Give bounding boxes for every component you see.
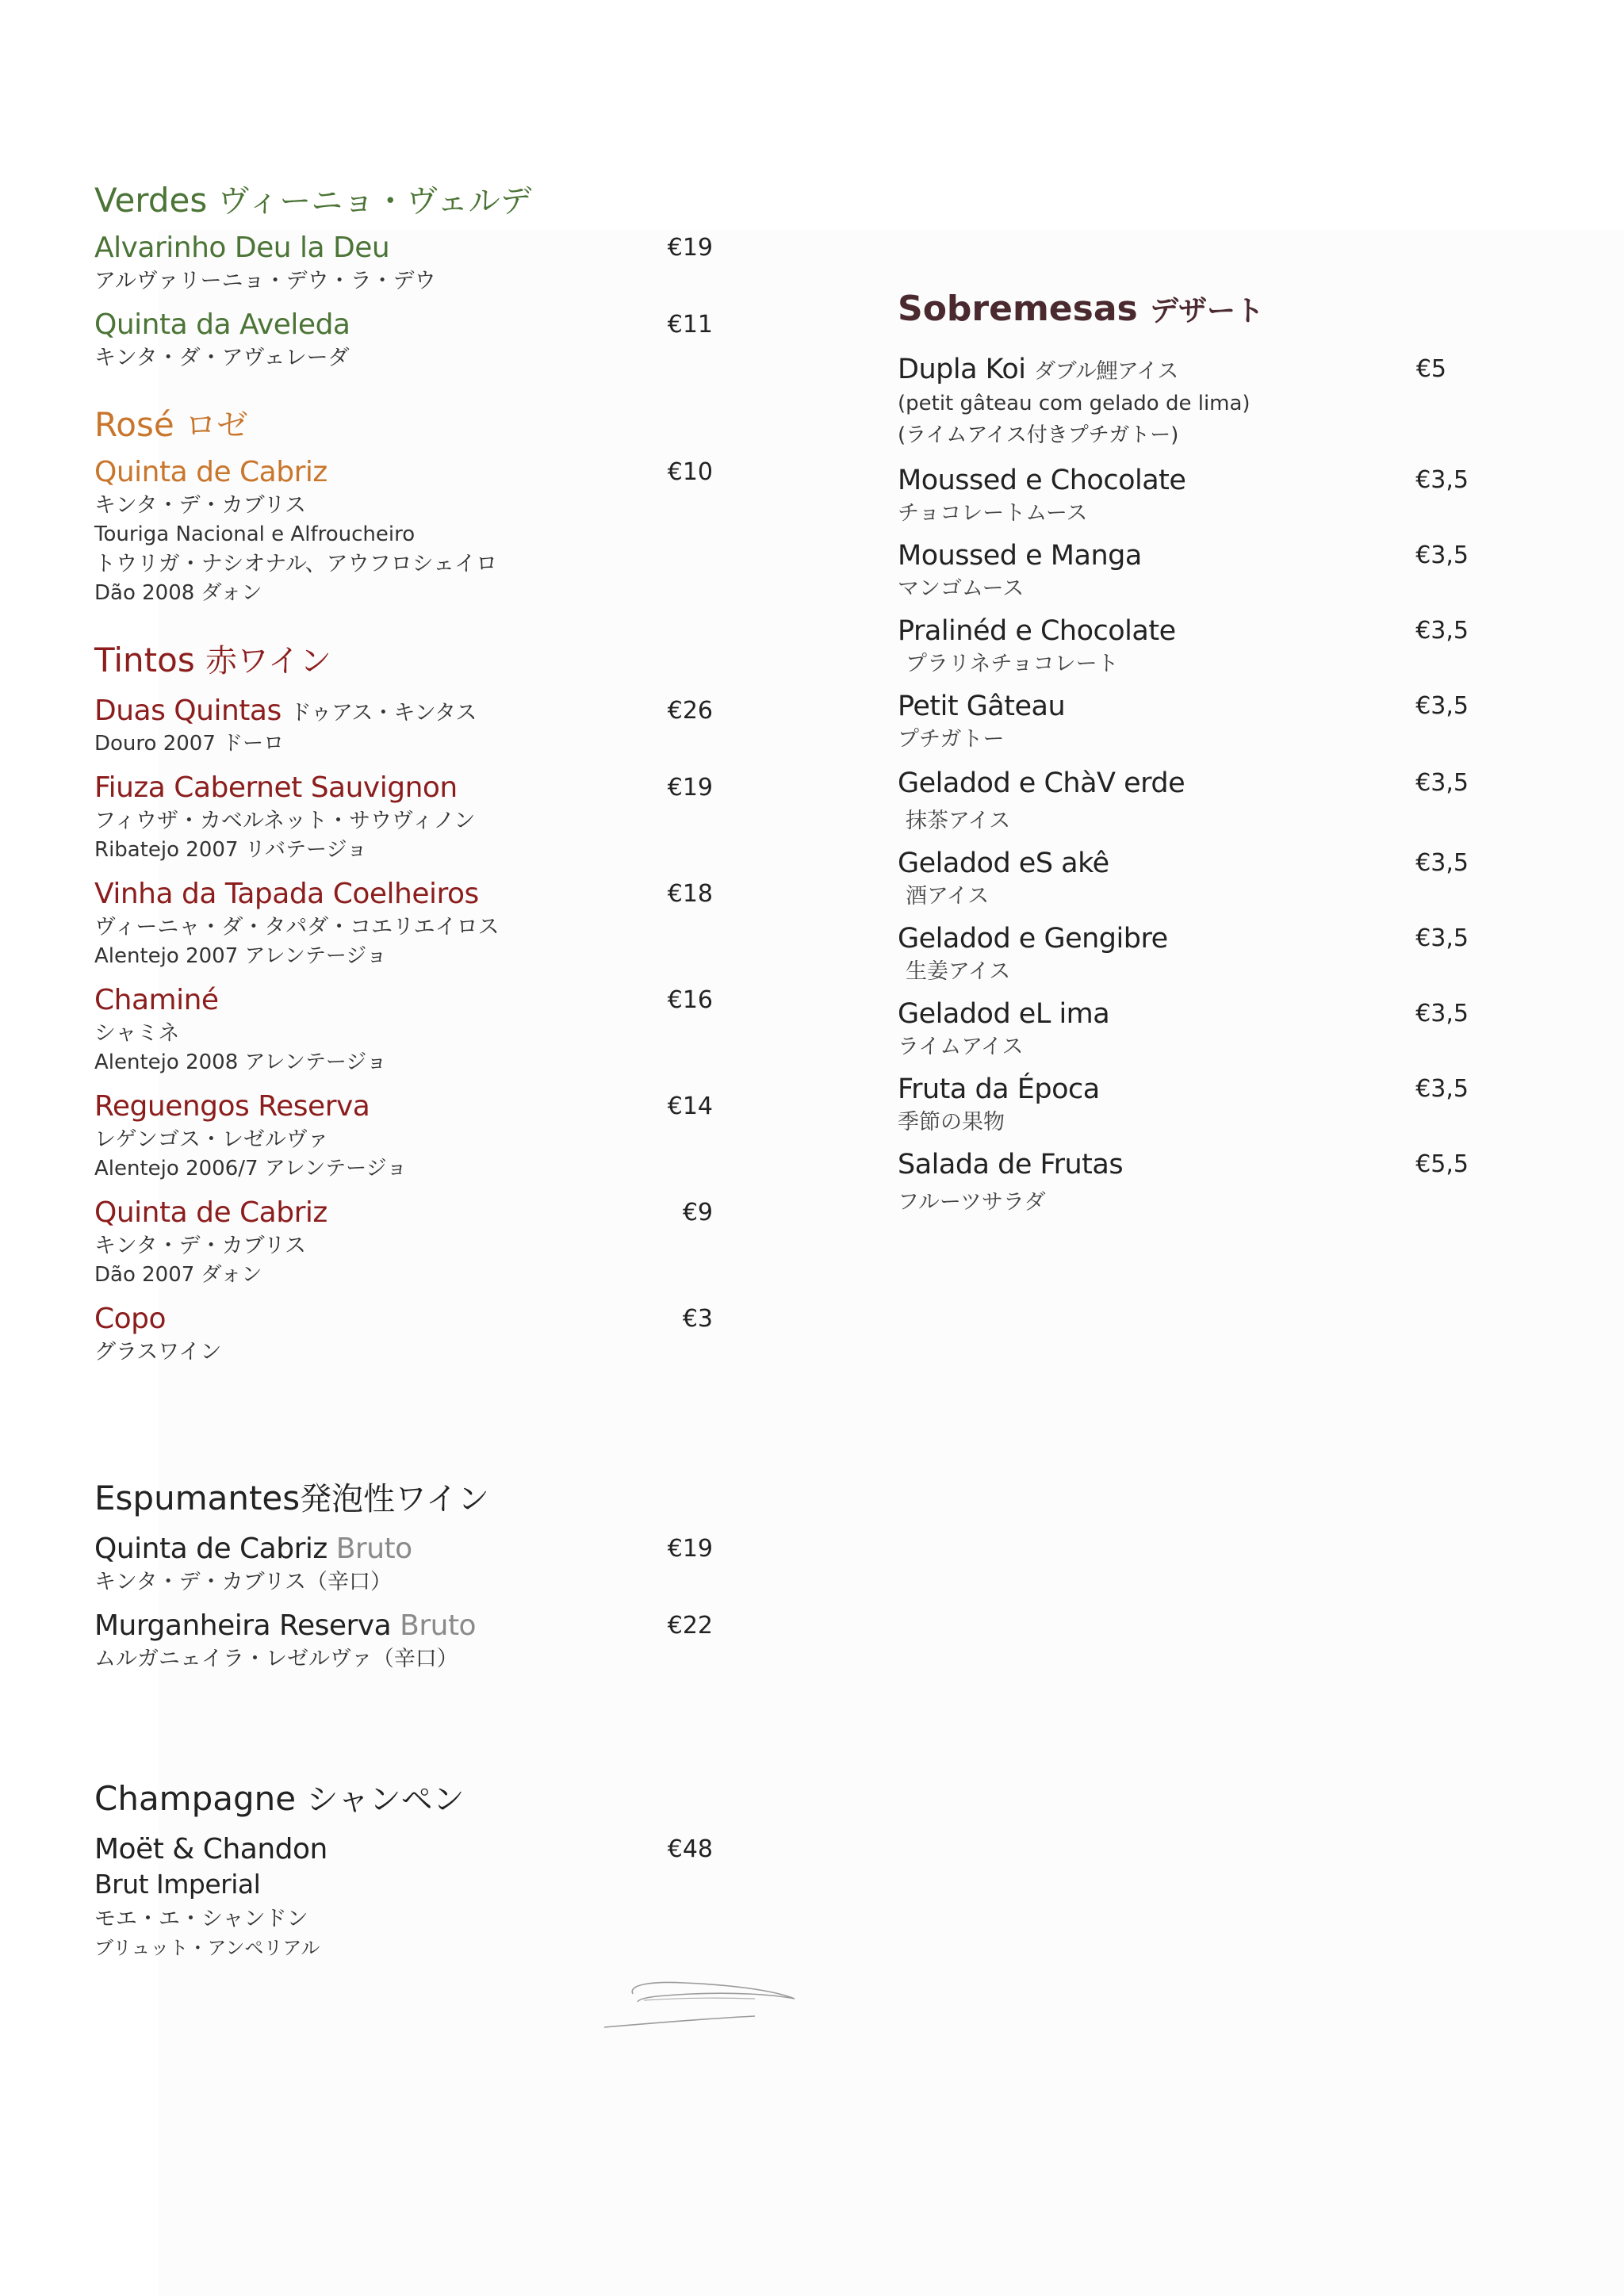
item-grapes: Touriga Nacional e Alfroucheiro: [94, 522, 416, 546]
section-title-text: Verdes: [94, 181, 208, 220]
item-price: €19: [667, 234, 713, 262]
item-name: Copo: [94, 1303, 167, 1335]
section-title-text: Espumantes: [94, 1479, 301, 1517]
item-name-jp: ダブル鯉アイス: [1034, 359, 1178, 384]
item-name: Geladod e Gengibre: [898, 923, 1168, 955]
item-name-jp: ライムアイス: [898, 1035, 1024, 1059]
item-name-jp: キンタ・デ・カブリス（辛口）: [94, 1570, 393, 1594]
menu-item: [898, 765, 1469, 836]
menu-item: [898, 920, 1469, 986]
item-name: Moët & Chandon: [94, 1833, 327, 1866]
menu-item: [898, 1146, 1469, 1217]
item-name: Geladod e ChàV erde: [898, 767, 1185, 799]
item-price: €26: [667, 697, 713, 725]
dessert-column: [898, 285, 1469, 1217]
item-price: €3,5: [1415, 692, 1469, 720]
item-name: Pralinéd e Chocolate: [898, 615, 1176, 647]
menu-item: [94, 1301, 713, 1367]
item-name: Fruta da Época: [898, 1073, 1100, 1105]
item-price: €19: [667, 774, 713, 802]
menu-item: [898, 996, 1469, 1062]
section-title-text: Tintos: [94, 641, 195, 679]
item-name: Chaminé: [94, 984, 219, 1016]
section-espumantes: [94, 1476, 713, 1674]
item-price: €11: [667, 311, 713, 339]
item-name: Moussed e Manga: [898, 540, 1142, 572]
item-name-jp: 生姜アイス: [906, 959, 1011, 984]
item-region: Alentejo 2008 アレンテージョ: [94, 1050, 387, 1074]
item-name: Quinta da Aveleda: [94, 308, 350, 341]
item-name-jp: シャミネ: [94, 1021, 180, 1046]
item-note: (petit gâteau com gelado de lima): [898, 392, 1251, 415]
item-name: Fiuza Cabernet Sauvignon: [94, 771, 458, 804]
item-price: €22: [667, 1612, 713, 1640]
section-title-sobremesas: [898, 285, 1469, 335]
section-title-champagne: [94, 1777, 713, 1822]
item-name-jp: 酒アイス: [906, 884, 990, 909]
item-region: Alentejo 2006/7 アレンテージョ: [94, 1157, 408, 1181]
section-title-tintos: [94, 638, 713, 683]
menu-item: [94, 1089, 713, 1184]
menu-item: [94, 1195, 713, 1290]
item-name: Quinta de Cabriz: [94, 456, 327, 488]
section-rose: [94, 403, 713, 608]
menu-item: [898, 462, 1469, 528]
section-title-jp: ロゼ: [185, 408, 249, 444]
item-price: €3,5: [1415, 466, 1469, 494]
item-name-jp: マンゴムース: [898, 576, 1025, 601]
item-price: €3,5: [1415, 1075, 1469, 1103]
item-name: Geladod eL ima: [898, 998, 1110, 1030]
wine-list-column: [94, 178, 713, 1963]
menu-item: [94, 1831, 713, 1963]
item-price: €10: [667, 458, 713, 486]
menu-item: [94, 693, 713, 759]
section-title-rose: [94, 403, 713, 448]
section-champagne: [94, 1777, 713, 1963]
item-price: €16: [667, 986, 713, 1014]
item-price: €3,5: [1415, 1000, 1469, 1027]
item-name: Salada de Frutas: [898, 1149, 1124, 1181]
menu-item: [94, 307, 713, 373]
item-region: Dão 2007 ダォン: [94, 1263, 262, 1287]
item-name: Vinha da Tapada Coelheiros: [94, 878, 479, 910]
item-name-jp: アルヴァリーニョ・デウ・ラ・デウ: [94, 269, 436, 293]
section-title-verdes: [94, 178, 713, 224]
item-name-jp: プラリネチョコレート: [906, 652, 1119, 676]
item-name-jp: キンタ・デ・カブリス: [94, 1234, 307, 1258]
section-title-jp: ヴィーニョ・ヴェルデ: [217, 183, 532, 220]
item-name-jp: 季節の果物: [898, 1110, 1005, 1135]
item-name: Dupla Koi: [898, 354, 1026, 385]
item-name: Geladod eS akê: [898, 848, 1109, 879]
item-note-jp: (ライムアイス付きプチガトー): [898, 423, 1179, 447]
item-price: €3,5: [1415, 769, 1469, 797]
item-name-jp: ムルガニェイラ・レゼルヴァ（辛口）: [94, 1647, 458, 1671]
menu-item: [94, 876, 713, 971]
item-name-jp-line2: ブリュット・アンペリアル: [94, 1937, 320, 1959]
menu-item: [898, 688, 1469, 754]
item-name-jp: 抹茶アイス: [906, 809, 1011, 833]
section-title-espumantes: [94, 1476, 713, 1521]
section-title-text: Rosé: [94, 405, 174, 444]
menu-item: [898, 1071, 1469, 1137]
item-price: €3,5: [1415, 924, 1469, 952]
menu-item: [94, 982, 713, 1077]
menu-item: [898, 613, 1469, 679]
item-price: €9: [682, 1199, 713, 1226]
item-region: Ribatejo 2007 リバテージョ: [94, 838, 367, 862]
menu-item: [94, 454, 713, 608]
item-price: €5,5: [1415, 1150, 1469, 1178]
item-price: €5: [1415, 355, 1446, 383]
item-name-jp: チョコレートムース: [898, 501, 1088, 526]
item-name: Moussed e Chocolate: [898, 465, 1186, 496]
section-title-jp: 赤ワイン: [205, 643, 331, 679]
item-name-jp: レゲンゴス・レゼルヴァ: [94, 1127, 329, 1152]
section-tintos: [94, 638, 713, 1367]
item-name: Reguengos Reserva: [94, 1090, 370, 1123]
menu-item: [94, 1608, 713, 1674]
section-title-text: Champagne: [94, 1779, 297, 1818]
item-name-jp: キンタ・ダ・アヴェレーダ: [94, 346, 350, 370]
menu-item: [94, 1531, 713, 1597]
item-style: Bruto: [335, 1533, 412, 1565]
item-price: €3: [682, 1305, 713, 1333]
section-title-jp: シャンペン: [306, 1781, 465, 1818]
item-region: Alentejo 2007 アレンテージョ: [94, 944, 387, 968]
item-name: Quinta de Cabriz: [94, 1196, 327, 1229]
item-name: Quinta de Cabriz: [94, 1533, 327, 1565]
menu-item: [94, 230, 713, 296]
section-verdes: [94, 178, 713, 373]
item-name-jp: フィウザ・カベルネット・サウヴィノン: [94, 809, 476, 833]
item-name-jp: キンタ・デ・カブリス: [94, 493, 307, 518]
item-price: €18: [667, 880, 713, 908]
item-region: Douro 2007 ドーロ: [94, 732, 285, 756]
item-style: Bruto: [400, 1609, 477, 1642]
item-name-jp: プチガトー: [898, 727, 1005, 752]
item-name-jp: モエ・エ・シャンドン: [94, 1907, 308, 1931]
item-grapes-jp: トウリガ・ナシオナル、アウフロシェイロ: [94, 552, 498, 576]
item-name-line2: Brut Imperial: [94, 1869, 261, 1900]
item-name: Murganheira Reserva: [94, 1609, 392, 1642]
section-title-text: Sobremesas: [898, 289, 1138, 329]
menu-item: [898, 538, 1469, 603]
item-price: €48: [667, 1835, 713, 1863]
section-title-jp: 発泡性ワイン: [300, 1481, 489, 1517]
item-price: €3,5: [1415, 541, 1469, 569]
item-region: Dão 2008 ダォン: [94, 581, 262, 605]
item-price: €14: [667, 1093, 713, 1120]
menu-item: [898, 845, 1469, 911]
item-name: Alvarinho Deu la Deu: [94, 232, 390, 264]
item-name: Duas Quintas: [94, 695, 282, 727]
item-name-jp: ヴィーニャ・ダ・タパダ・コエリエイロス: [94, 915, 500, 939]
item-name-jp: フルーツサラダ: [898, 1190, 1046, 1215]
item-price: €19: [667, 1535, 713, 1563]
item-name-jp: ドゥアス・キンタス: [289, 701, 477, 725]
item-price: €3,5: [1415, 849, 1469, 877]
brush-stroke-logo-icon: [596, 1970, 802, 2034]
section-title-jp: デザート: [1150, 295, 1265, 327]
item-price: €3,5: [1415, 617, 1469, 645]
menu-item: [898, 351, 1469, 451]
menu-item: [94, 770, 713, 865]
item-name: Petit Gâteau: [898, 691, 1066, 722]
item-name-jp: グラスワイン: [94, 1340, 222, 1364]
